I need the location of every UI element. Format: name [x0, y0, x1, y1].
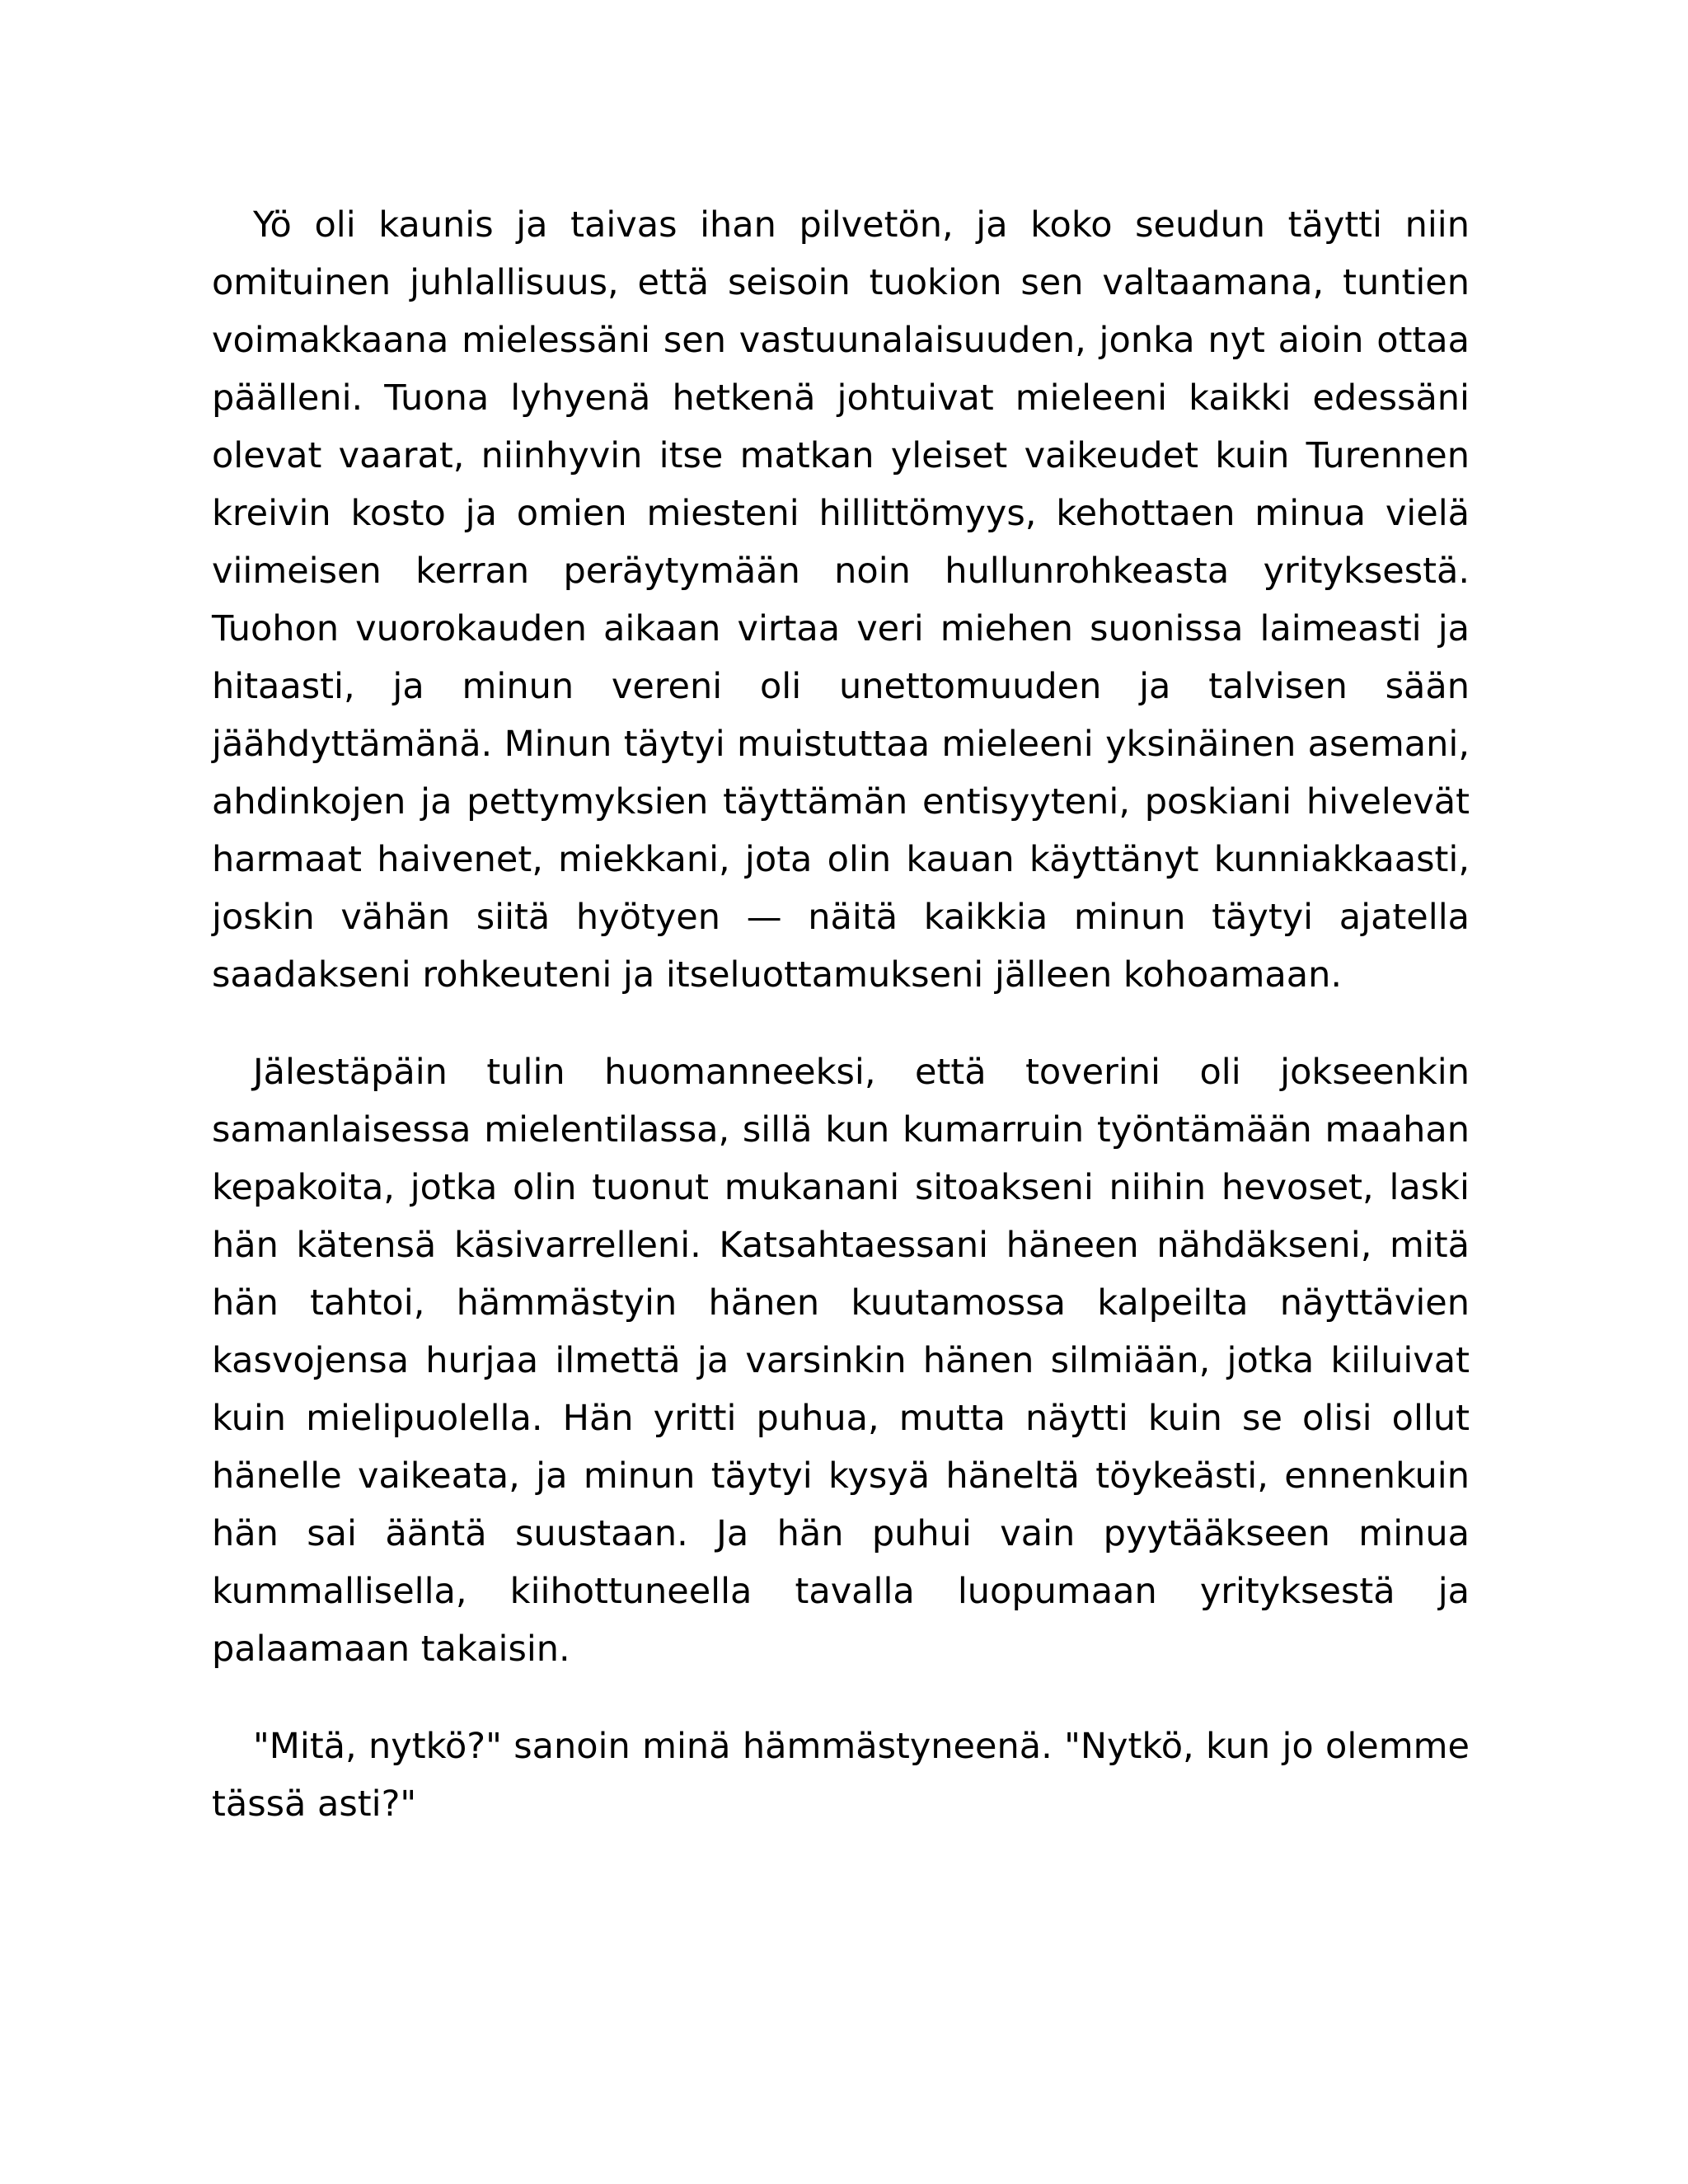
paragraph-3: "Mitä, nytkö?" sanoin minä hämmästyneenä. "Nytkö, kun jo olemme tässä asti?" — [212, 1726, 1470, 1825]
paragraph-1: Yö oli kaunis ja taivas ihan pilvetön, ja koko seudun täytti niin omituinen juhlallisuus, että seisoin tuokion sen valtaamana, tuntien voimakkaana mielessäni sen vastuunalaisuuden, jonka nyt aioin ottaa päälleni. Tuona lyhyenä hetkenä johtuivat mieleeni kaikki edessäni olevat vaarat, niinhyvin itse matkan yleiset vaikeudet kuin Turennen kreivin kosto ja omien miesteni hillittömyys, kehottaen minua vielä viimeisen kerran peräytymään noin hullunrohkeasta yrityksestä. Tuohon vuorokauden aikaan virtaa veri miehen suonissa laimeasti ja hitaasti, ja minun vereni oli unettomuuden ja talvisen sään jäähdyttämänä. Minun täytyi muistuttaa mieleeni yksinäinen asemani, ahdinkojen ja pettymyksien täyttämän entisyyteni, poskiani hivelevät harmaat haivenet, miekkani, jota olin kauan käyttänyt kunniakkaasti, joskin vähän siitä hyötyen — näitä kaikkia minun täytyi ajatella saadakseni rohkeuteni ja itseluottamukseni jälleen kohoamaan. — [212, 204, 1470, 996]
paragraph-2: Jälestäpäin tulin huomanneeksi, että toverini oli jokseenkin samanlaisessa mielentilassa, sillä kun kumarruin työntämään maahan kepakoita, jotka olin tuonut mukanani sitoakseni niihin hevoset, laski hän kätensä käsivarrelleni. Katsahtaessani häneen nähdäkseni, mitä hän tahtoi, hämmästyin hänen kuutamossa kalpeilta näyttävien kasvojensa hurjaa ilmettä ja varsinkin hänen silmiään, jotka kiiluivat kuin mielipuolella. Hän yritti puhua, mutta näytti kuin se olisi ollut hänelle vaikeata, ja minun täytyi kysyä häneltä töykeästi, ennenkuin hän sai ääntä suustaan. Ja hän puhui vain pyytääkseen minua kummallisella, kiihottuneella tavalla luopumaan yrityksestä ja palaamaan takaisin. — [212, 1052, 1470, 1670]
body-text — [212, 196, 1470, 1833]
